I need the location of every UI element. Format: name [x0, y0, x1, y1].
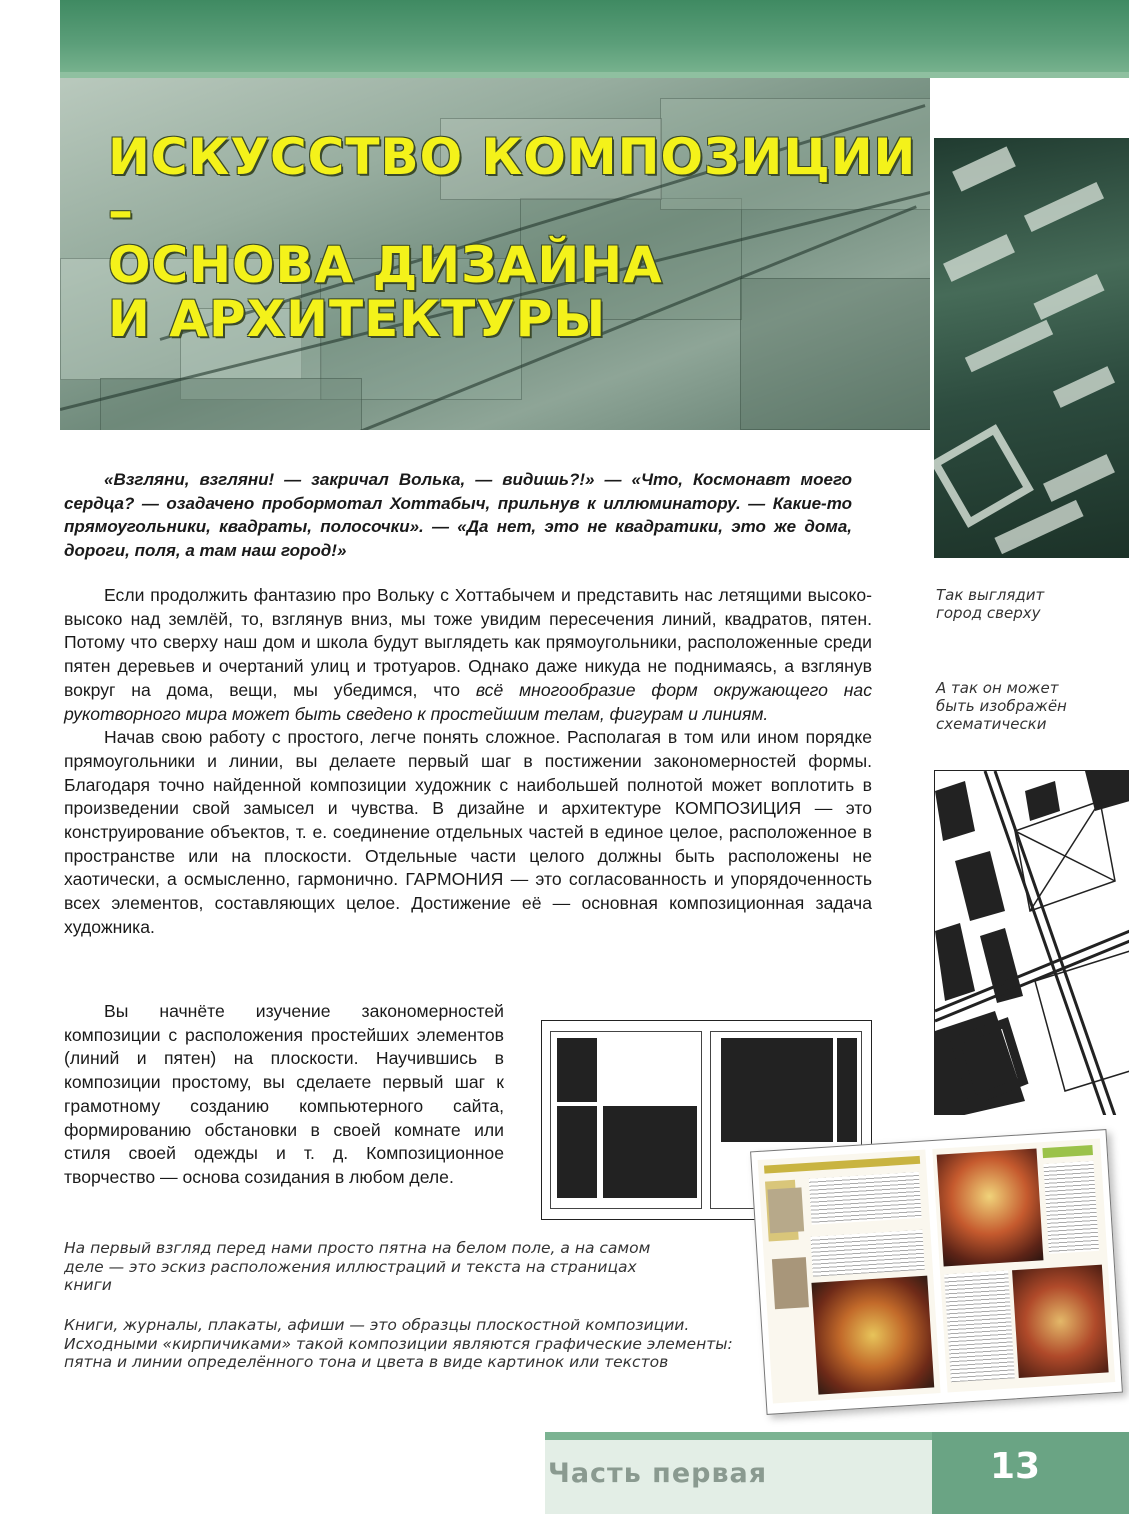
- body-paragraph-2: Начав свою работу с простого, легче понять сложное. Располагая в том или ином порядке прямоугольники и линии, вы делаете первый шаг в постижении закономерностей формы. Благодаря точно найденной композиции художник с наибольшей полнотой может воплотить в произведении свой замысел и чувства. В дизайне и архитектуре КОМПОЗИЦИЯ — это конструирование объектов, т. е. соединение отдельных частей в единое целое, расположенное в пространстве или на плоскости. Отдельные части целого должны быть расположены не хаотически, а осмысленно, гармонично. ГАРМОНИЯ — это согласованность и упорядоченность всех элементов, составляющих целое. Достижение её — основная композиционная задача художника.: [64, 727, 872, 937]
- page-title: [108, 130, 930, 346]
- title-line-3: И АРХИТЕКТУРЫ: [108, 290, 607, 348]
- page-number-box: [932, 1432, 1129, 1514]
- caption-city-from-above: Так выглядит город сверху: [936, 586, 1045, 622]
- city-aerial-photo: [934, 138, 1129, 558]
- top-green-band: [60, 0, 1129, 72]
- aerial-fields-photo: [60, 78, 930, 430]
- body-paragraph-1: [64, 584, 872, 726]
- body-text: [64, 584, 872, 940]
- book-spread-photo: [750, 1129, 1123, 1415]
- body-paragraph-1-text: Если продолжить фантазию про Вольку с Хоттабычем и представить нас летящими высоко-высоко над землёй, то, взглянув вниз, мы тоже увидим пересечения линий, квадратов, пятен. Потому что сверху наш дом и школа будут выглядеть как прямоугольники, расположенные среди пятен деревьев и очертаний улиц и тротуаров. Однако даже никуда не поднимаясь, а взглянув вокруг на дома, вещи, мы убедимся, что: [64, 585, 872, 700]
- caption-schematic: А так он может быть изображён схематически: [936, 679, 1067, 733]
- quote-paragraph: «Взгляни, взгляни! — закричал Волька, — видишь?!» — «Что, Космонавт моего сердца? — озадачено пробормотал Хоттабыч, прильнув к иллюминатору. — Какие-то прямоугольники, квадраты, полосочки». — «Да нет, это не квадратики, это же дома, дороги, поля, а там наш город!»: [64, 470, 852, 560]
- city-scheme-drawing: [934, 770, 1129, 1115]
- footer-part-label: [545, 1440, 932, 1514]
- caption-layout-sketch: На первый взгляд перед нами просто пятна на белом поле, а на самом деле — это эскиз расположения иллюстраций и текста на страницах книги: [64, 1239, 651, 1295]
- footer-part-text: Часть первая: [548, 1458, 768, 1489]
- title-line-1: ИСКУССТВО КОМПОЗИЦИИ –: [108, 128, 917, 240]
- page-number: 13: [990, 1446, 1041, 1487]
- caption-planar-composition: Книги, журналы, плакаты, афиши — это образцы плоскостной композиции. Исходными «кирпичиками» такой композиции являются графические элементы: пятна и линии определённого тона и цвета в виде картинок или текстов: [64, 1316, 733, 1372]
- footer-band: [545, 1432, 932, 1440]
- title-line-2: ОСНОВА ДИЗАЙНА: [108, 236, 663, 294]
- body-paragraph-3: Вы начнёте изучение закономерностей композиции с расположения простейших элементов (линий и пятен) на плоскости. Научившись в композиции простому, вы сделаете первый шаг к грамотному созданию компьютерного сайта, формированию обстановки в своей комнате или стиля своей одежды и т. д. Композиционное творчество — основа созидания в любом деле.: [64, 1001, 504, 1187]
- body-paragraph-1-italic: всё многообразие форм окружающего нас рукотворного мира может быть сведено к простейшим телам, фигурам и линиям.: [64, 679, 872, 724]
